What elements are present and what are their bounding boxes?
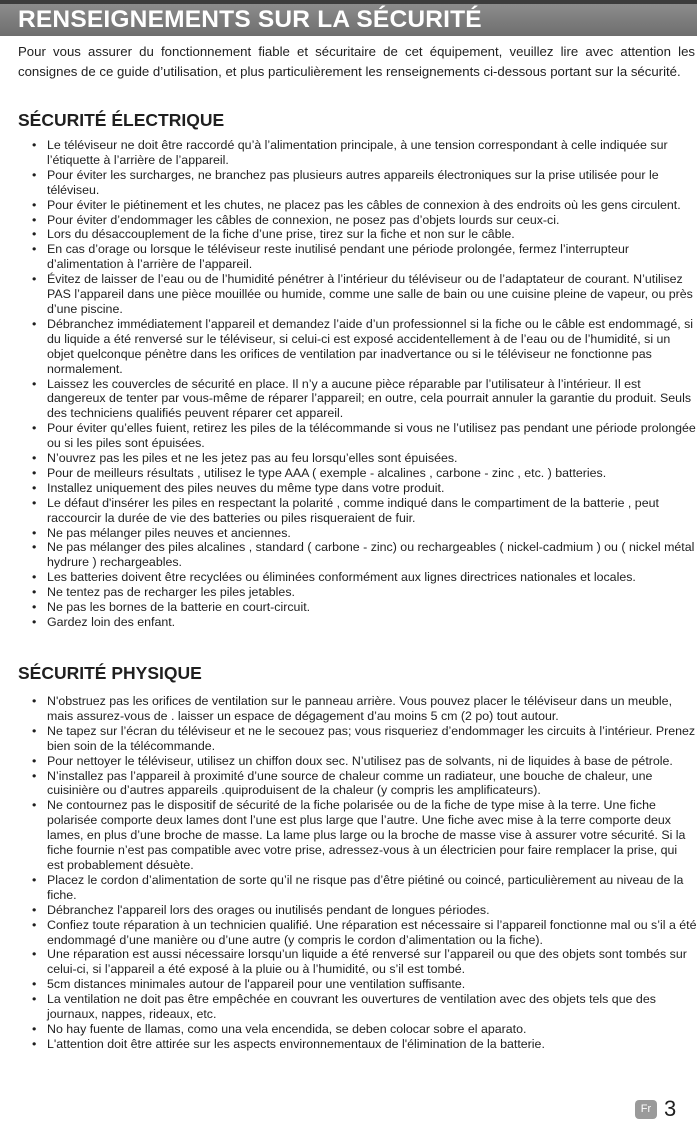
list-item: • N'obstruez pas les orifices de ventilation sur le panneau arrière. Vous pouvez placer le téléviseur dans un meuble, mais assurez-vous de . laisser un espace de dégagement d’au moins 5 cm (2 po) tout autour. <box>28 694 697 724</box>
page-number: 3 <box>664 1096 677 1121</box>
list-item: • Ne pas les bornes de la batterie en court-circuit. <box>28 600 697 615</box>
physical-safety-list <box>28 694 697 1052</box>
list-item: • Débranchez immédiatement l’appareil et demandez l’aide d’un professionnel si la fiche ou le câble est endommagé, si du liquide a été renversé sur le téléviseur, si celui-ci est exposé accidentellement à de l’eau ou de l’humidité, si un objet quelconque pénètre dans les orifices de ventilation par inadvertance ou si le téléviseur ne fonctionne pas normalement. <box>28 317 697 377</box>
electrical-safety-list <box>28 138 697 630</box>
list-item: • Ne pas mélanger des piles alcalines , standard ( carbone - zinc) ou rechargeables ( nickel-cadmium ) ou ( nickel métal hydrure ) rechargeables. <box>28 540 697 570</box>
header-banner <box>0 0 697 36</box>
list-item: • Pour éviter les surcharges, ne branchez pas plusieurs autres appareils électroniques sur la prise utilisée pour le téléviseu. <box>28 168 697 198</box>
list-item: • Laissez les couvercles de sécurité en place. Il n’y a aucune pièce réparable par l’utilisateur à l’intérieur. Il est dangereux de tenter par vous-même de réparer l’appareil; en outre, cela pourrait annuler la garantie du produit. Seuls des techniciens qualifiés peuvent réparer cet appareil. <box>28 377 697 422</box>
list-item: • Évitez de laisser de l’eau ou de l’humidité pénétrer à l’intérieur du téléviseur ou de l’adaptateur de courant. N’utilisez PAS l’appareil dans une pièce mouillée ou humide, comme une salle de bain ou une cuisine pleine de vapeur, ou près d’une piscine. <box>28 272 697 317</box>
list-item: • Ne contournez pas le dispositif de sécurité de la fiche polarisée ou de la fiche de type mise à la terre. Une fiche polarisée comporte deux lames dont l’une est plus large que l’autre. Une fiche avec mise à la terre comporte deux lames, en plus d’une broche de masse. La lame plus large ou la broche de masse vise à assurer votre sécurité. Si la fiche fournie n’est pas compatible avec votre prise, adressez-vous à un électricien pour faire remplacer la prise, qui est probablement désuète. <box>28 798 697 873</box>
list-item: • L'attention doit être attirée sur les aspects environnementaux de l'élimination de la batterie. <box>28 1037 697 1052</box>
list-item: • Ne pas mélanger piles neuves et anciennes. <box>28 526 697 541</box>
list-item: • Ne tapez sur l’écran du téléviseur et ne le secouez pas; vous risqueriez d’endommager les circuits à l’intérieur. Prenez bien soin de la télécommande. <box>28 724 697 754</box>
intro-paragraph: Pour vous assurer du fonctionnement fiable et sécuritaire de cet équipement, veuillez lire avec attention les consignes de ce guide d’utilisation, et plus particulièrement les renseignements ci-dessous portant sur la sécurité. <box>18 44 695 79</box>
list-item: • Les batteries doivent être recyclées ou éliminées conformément aux lignes directrices nationales et locales. <box>28 570 697 585</box>
list-item: • Une réparation est aussi nécessaire lorsqu’un liquide a été renversé sur l’appareil ou que des objets sont tombés sur celui-ci, si l’appareil a été exposé à la pluie ou à l’humidité, ou s’il est tombé. <box>28 947 697 977</box>
list-item: • Le téléviseur ne doit être raccordé qu’à l’alimentation principale, à une tension correspondant à celle indiquée sur l’étiquette à l’arrière de l’appareil. <box>28 138 697 168</box>
list-item: • Pour éviter qu’elles fuient, retirez les piles de la télécommande si vous ne l’utilisez pas pendant une période prolongée ou si les piles sont épuisées. <box>28 421 697 451</box>
list-item: • Pour nettoyer le téléviseur, utilisez un chiffon doux sec. N’utilisez pas de solvants, ni de liquides à base de pétrole. <box>28 754 697 769</box>
section-title-physical: SÉCURITÉ PHYSIQUE <box>18 663 202 683</box>
list-item: • En cas d’orage ou lorsque le téléviseur reste inutilisé pendant une période prolongée, fermez l’interrupteur d’alimentation à l’arrière de l’appareil. <box>28 242 697 272</box>
list-item: • Pour éviter d’endommager les câbles de connexion, ne posez pas d’objets lourds sur ceux-ci. <box>28 213 697 228</box>
list-item: • No hay fuente de llamas, como una vela encendida, se deben colocar sobre el aparato. <box>28 1022 697 1037</box>
list-item: • La ventilation ne doit pas être empêchée en couvrant les ouvertures de ventilation avec des objets tels que des journaux, nappes, rideaux, etc. <box>28 992 697 1022</box>
list-item: • Gardez loin des enfant. <box>28 615 697 630</box>
list-item: • Installez uniquement des piles neuves du même type dans votre produit. <box>28 481 697 496</box>
list-item: • Pour éviter le piétinement et les chutes, ne placez pas les câbles de connexion à des endroits où les gens circulent. <box>28 198 697 213</box>
list-item: • Ne tentez pas de recharger les piles jetables. <box>28 585 697 600</box>
list-item: • Confiez toute réparation à un technicien qualifié. Une réparation est nécessaire si l’appareil fonctionne mal ou s’il a été endommagé d’une manière ou d’une autre (y compris le cordon d’alimentation ou la fiche). <box>28 918 697 948</box>
language-badge: Fr <box>635 1100 657 1119</box>
list-item: • Placez le cordon d’alimentation de sorte qu’il ne risque pas d’être piétiné ou coincé, particulièrement au niveau de la fiche. <box>28 873 697 903</box>
list-item: • Le défaut d'insérer les piles en respectant la polarité , comme indiqué dans le compartiment de la batterie , peut raccourcir la durée de vie des batteries ou piles risqueraient de fuir. <box>28 496 697 526</box>
list-item: • 5cm distances minimales autour de l'appareil pour une ventilation suffisante. <box>28 977 697 992</box>
list-item: • Débranchez l'appareil lors des orages ou inutilisés pendant de longues périodes. <box>28 903 697 918</box>
list-item: • N’installez pas l’appareil à proximité d’une source de chaleur comme un radiateur, une bouche de chaleur, une cuisinière ou d’autres appareils .quiproduisent de la chaleur (y compris les amplificateurs). <box>28 769 697 799</box>
list-item: • Pour de meilleurs résultats , utilisez le type AAA ( exemple - alcalines , carbone - zinc , etc. ) batteries. <box>28 466 697 481</box>
page-title: RENSEIGNEMENTS SUR LA SÉCURITÉ <box>18 6 482 33</box>
list-item: • N’ouvrez pas les piles et ne les jetez pas au feu lorsqu’elles sont épuisées. <box>28 451 697 466</box>
list-item: • Lors du désaccouplement de la fiche d’une prise, tirez sur la fiche et non sur le câble. <box>28 227 697 242</box>
section-title-electrical: SÉCURITÉ ÉLECTRIQUE <box>18 110 225 130</box>
